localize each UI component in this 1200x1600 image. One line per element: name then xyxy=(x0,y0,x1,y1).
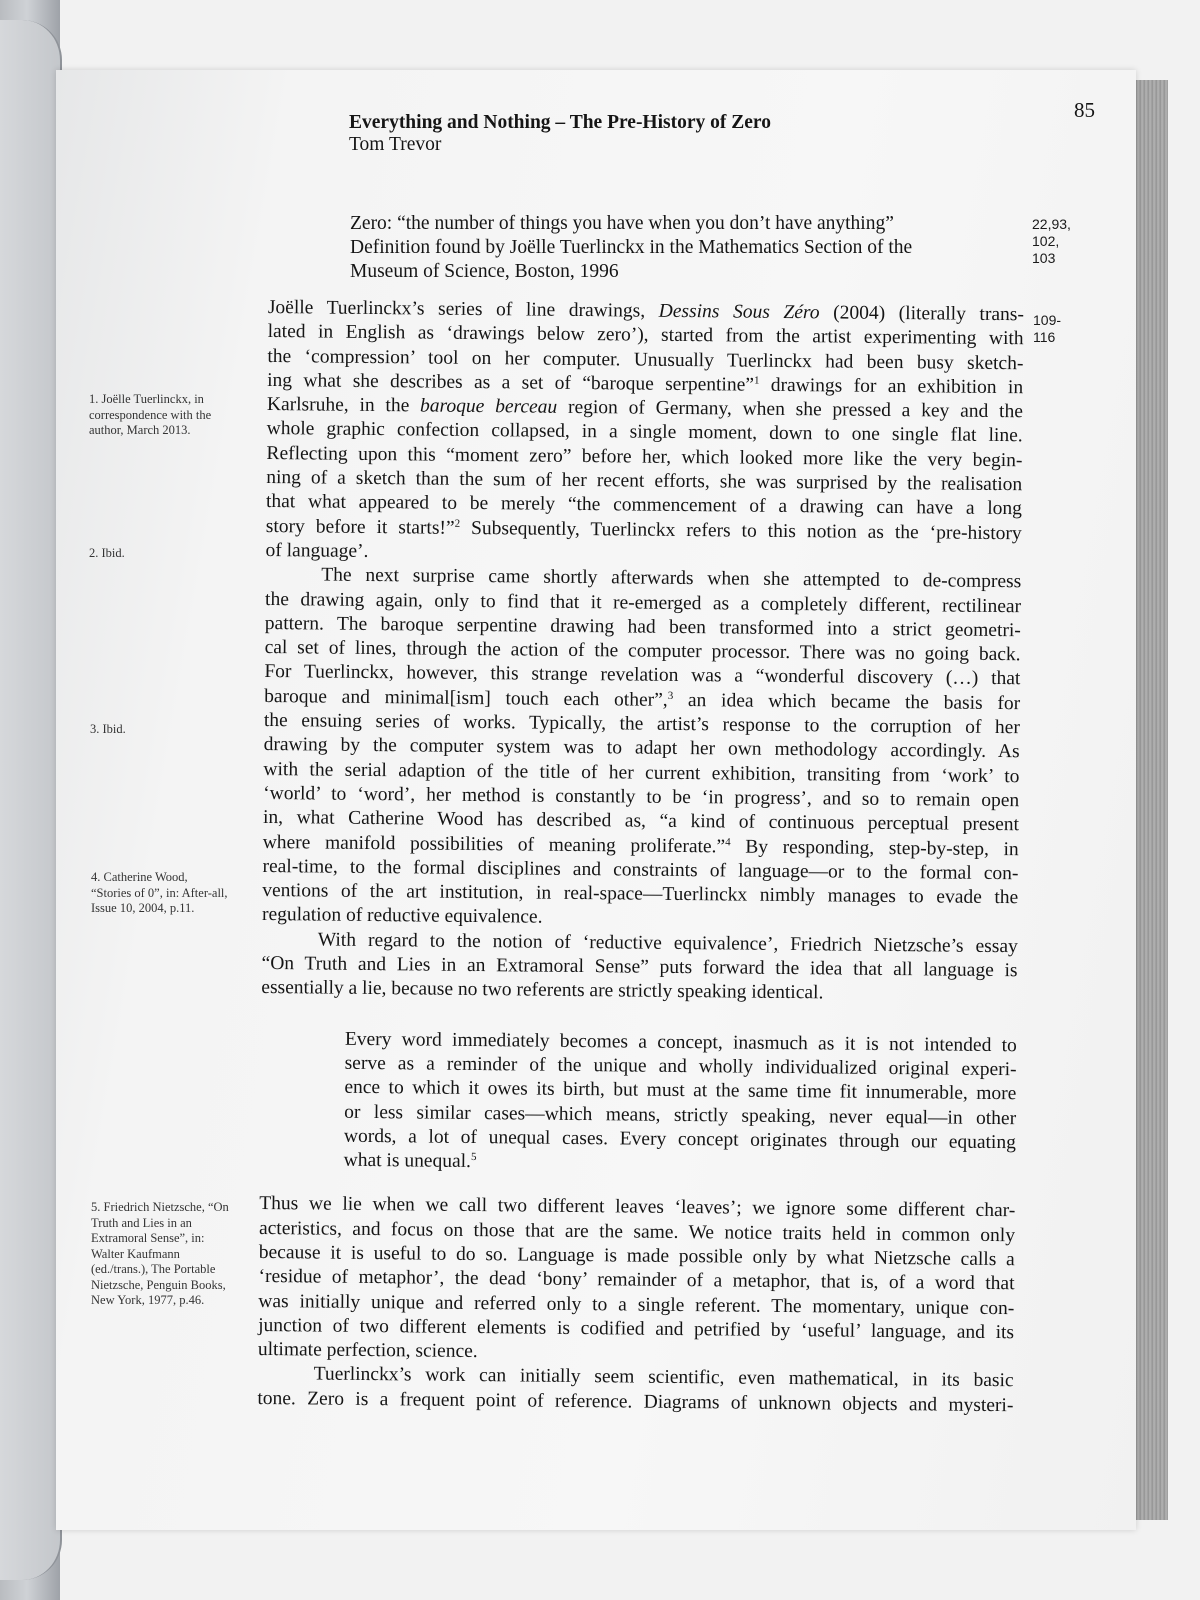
text-line: For Tuerlinckx, however, this strange revelation was a “wonderful discovery (…) that xyxy=(264,661,1021,690)
text-line: in, what Catherine Wood has described as, “a kind of continuous perceptual present xyxy=(262,807,1020,836)
text-line: essentially a lie, because no two referents are strictly speaking identical. xyxy=(261,977,824,1004)
article-author: Tom Trevor xyxy=(349,134,442,155)
book-spine-curve xyxy=(0,20,62,1580)
text-line: ning of a sketch than the sum of her recent efforts, she was surprised by the realisation xyxy=(266,467,1023,496)
text-line: that what appeared to be merely “the commencement of a drawing can have a long xyxy=(265,491,1023,520)
text-line: cal set of lines, through the action of the computer processor. There was no going back. xyxy=(264,637,1021,666)
article-body xyxy=(257,296,1048,1418)
text-line: with the serial adaption of the title of her current exhibition, transiting from ‘work’ to xyxy=(263,758,1020,787)
text-line: story before it starts!”$^2$ Subsequently, Tuerlinckx refers to this notion as the ‘pre-history xyxy=(265,515,1022,544)
text-line: pattern. The baroque serpentine drawing had been transformed into a strict geometri- xyxy=(264,612,1021,642)
quote-line: Every word immediately becomes a concept, inasmuch as it is not intended to xyxy=(344,1028,1017,1056)
text-line: regulation of reductive equivalence. xyxy=(261,904,543,929)
footnote-mark: 4 xyxy=(725,835,731,848)
quote-line: words, a lot of unequal cases. Every concept originates through our equating xyxy=(343,1125,1017,1154)
footnote-2: 2. Ibid. xyxy=(89,546,125,560)
text-line: ‘world’ to ‘word’, her method is constantly to be ‘in progress’, and so to remain open xyxy=(263,782,1020,812)
adjacent-page-edge xyxy=(0,0,60,1600)
paragraph xyxy=(265,296,1048,571)
text-line: Joëlle Tuerlinckx’s series of line drawings, Dessins Sous Zéro (2004) (literally trans- xyxy=(267,296,1024,326)
footnote-mark: 2 xyxy=(454,517,461,530)
text-line: Reflecting upon this “moment zero” before her, which looked more like the very begin- xyxy=(266,442,1023,472)
quote-line: serve as a reminder of the unique and wholly individualized original experi- xyxy=(344,1052,1017,1081)
footnote-mark: 1 xyxy=(753,374,760,387)
footnote-5: 5. Friedrich Nietzsche, “On Truth and Lies in an Extramoral Sense”, in: Walter Kaufmann (ed./trans.), The Portable Nietzsche, Penguin Books, New York, 1977, p.46. xyxy=(91,1200,229,1307)
text-line: where manifold possibilities of meaning proliferate.”$^4$ By responding, step-by-step, in xyxy=(262,831,1019,860)
quote-line: or less similar cases—which means, strictly speaking, never equal—in other xyxy=(344,1101,1017,1129)
text-line: Thus we lie when we call two different leaves ‘leaves’; we ignore some different char- xyxy=(259,1193,1016,1222)
text-line: whole graphic confection collapsed, in a single moment, down to one single flat line. xyxy=(266,418,1023,447)
text-line: the drawing again, only to find that it re-emerged as a completely different, rectilinear xyxy=(264,588,1022,617)
text-line: baroque and minimal[ism] touch each other”,$^3$ an idea which became the basis for xyxy=(264,685,1021,714)
article-title: Everything and Nothing – The Pre-History of Zero xyxy=(349,112,771,133)
paragraph xyxy=(258,1192,1040,1370)
text-line: drawing by the computer system was to adapt her own methodology accordingly. As xyxy=(263,734,1020,763)
text-line: “On Truth and Lies in an Extramoral Sense” puts forward the idea that all language is xyxy=(261,952,1018,982)
text-line: tone. Zero is a frequent point of reference. Diagrams of unknown objects and mysteri- xyxy=(257,1387,1014,1416)
footnote-3: 3. Ibid. xyxy=(90,722,126,736)
epigraph-line: Museum of Science, Boston, 1996 xyxy=(350,261,619,282)
epigraph xyxy=(350,212,1050,284)
text-line: the ensuing series of works. Typically, the artist’s response to the corruption of her xyxy=(263,710,1020,739)
footnote-mark: 5 xyxy=(470,1151,477,1164)
text-line: Karlsruhe, in the baroque berceau region of Germany, when she pressed a key and the xyxy=(266,394,1024,423)
margin-reference: 109- 116 xyxy=(1033,312,1062,345)
quote-line: what is unequal.$^5$ xyxy=(343,1149,477,1173)
text-line: acteristics, and focus on those that are the same. We notice traits held in common only xyxy=(258,1217,1016,1246)
margin-reference: 22,93, 102, 103 xyxy=(1032,216,1071,266)
paragraph xyxy=(257,1362,1037,1418)
paragraph xyxy=(262,563,1045,935)
text-line: Tuerlinckx’s work can initially seem scientific, even mathematical, in its basic xyxy=(313,1363,1014,1392)
text-line: because it is useful to do so. Language is made possible only by what Nietzsche calls a xyxy=(258,1241,1015,1271)
epigraph-line: Definition found by Joëlle Tuerlinckx in the Mathematics Section of the xyxy=(350,237,913,258)
epigraph-line: Zero: “the number of things you have when you don’t have anything” xyxy=(350,213,894,234)
text-line: ultimate perfection, science. xyxy=(257,1339,478,1363)
text-line: real-time, to the formal disciplines and constraints of language—or to the formal con- xyxy=(262,855,1019,885)
text-line: ing what she describes as a set of “baroque serpentine”$^1$ drawings for an exhibition in xyxy=(267,369,1024,399)
text-line: of language’. xyxy=(265,539,369,562)
text-line: The next surprise came shortly afterwards when she attempted to de-compress xyxy=(321,564,1022,593)
text-line: was initially unique and referred only to a single referent. The momentary, unique con- xyxy=(258,1290,1015,1319)
text-line: ‘residue of metaphor’, the dead ‘bony’ remainder of a metaphor, that is, of a word that xyxy=(258,1266,1015,1295)
footnote-4: 4. Catherine Wood, “Stories of 0”, in: After-all, Issue 10, 2004, p.11. xyxy=(91,870,228,915)
quote-line: ence to which it owes its birth, but must at the same time fit innumerable, more xyxy=(344,1076,1017,1105)
text-line: the ‘compression’ tool on her computer. Unusually Tuerlinckx had been busy sketch- xyxy=(267,345,1024,374)
footnote-1: 1. Joëlle Tuerlinckx, in correspondence with the author, March 2013. xyxy=(89,392,212,437)
footnote-mark: 3 xyxy=(667,689,674,702)
text-line: lated in English as ‘drawings below zero’), started from the artist experimenting with xyxy=(267,321,1024,350)
block-quote xyxy=(260,1027,1041,1180)
page-number: 85 xyxy=(1074,98,1095,122)
text-line: With regard to the notion of ‘reductive equivalence’, Friedrich Nietzsche’s essay xyxy=(317,929,1018,957)
text-line: junction of two different elements is codified and petrified by ‘useful’ language, and its xyxy=(258,1314,1015,1344)
text-line: ventions of the art institution, in real-space—Tuerlinckx nimbly manages to evade the xyxy=(262,880,1019,909)
paragraph xyxy=(261,928,1042,1008)
